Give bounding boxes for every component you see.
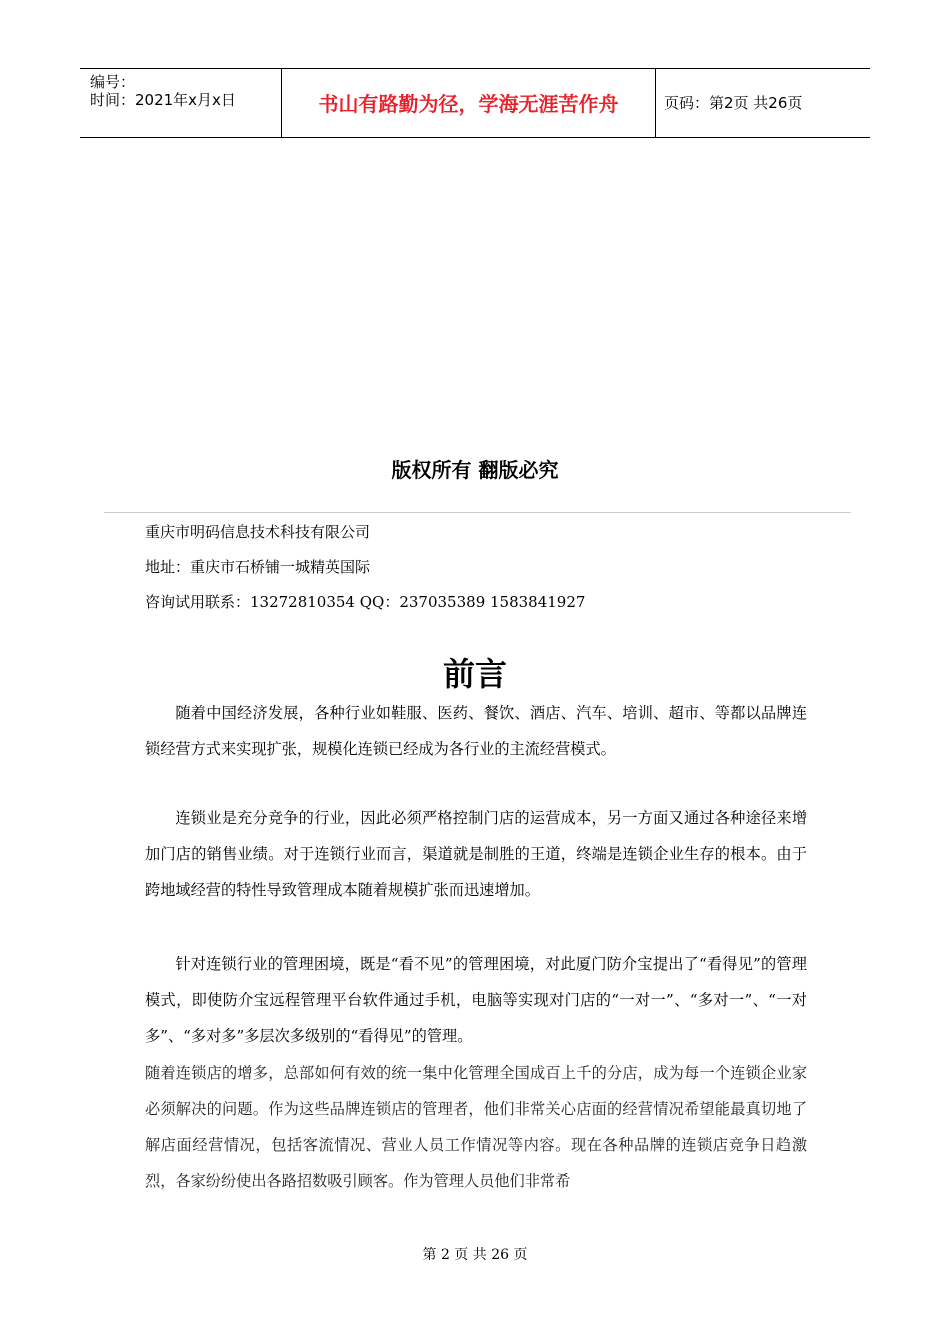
header-time-label: 时间：2021年x月x日 — [90, 91, 236, 109]
company-name: 重庆市明码信息技术科技有限公司 — [145, 523, 371, 541]
header-motto: 书山有路勤为径，学海无涯苦作舟 — [318, 92, 619, 116]
preface-paragraph-3-block — [145, 946, 807, 1199]
header-page-info: 页码：第2页 共26页 — [664, 94, 803, 112]
preface-paragraph-2: 连锁业是充分竞争的行业，因此必须严格控制门店的运营成本，另一方面又通过各种途径来增加门店的销售业绩。对于连锁行业而言，渠道就是制胜的王道，终端是连锁企业生存的根本。由于跨地域经营的特性导致管理成本随着规模扩张而迅速增加。 — [145, 809, 807, 900]
page-header — [80, 68, 870, 138]
copyright-notice: 版权所有 翻版必究 — [391, 458, 559, 482]
page-footer: 第 2 页 共 26 页 — [422, 1247, 528, 1263]
preface-paragraph-1: 随着中国经济发展，各种行业如鞋服、医药、餐饮、酒店、汽车、培训、超市、等都以品牌连锁经营方式来实现扩张，规模化连锁已经成为各行业的主流经营模式。 — [145, 704, 807, 759]
header-meta-cell — [80, 69, 282, 137]
company-contact: 咨询试用联系：13272810354 QQ：237035389 1583841927 — [145, 593, 586, 611]
preface-paragraph-3: 针对连锁行业的管理困境，既是“看不见”的管理困境，对此厦门防介宝提出了“看得见”的管理模式，即使防介宝远程管理平台软件通过手机，电脑等实现对门店的“一对一”、“多对一”、“一对多”、“多对多”多层次多级别的“看得见”的管理。 — [145, 955, 807, 1046]
company-address: 地址：重庆市石桥铺一城精英国际 — [145, 558, 371, 576]
preface-paragraph-2-block — [145, 800, 807, 909]
preface-paragraph-4: 随着连锁店的增多，总部如何有效的统一集中化管理全国成百上千的分店，成为每一个连锁企业家必须解决的问题。作为这些品牌连锁店的管理者，他们非常关心店面的经营情况希望能最真切地了解店面经营情况，包括客流情况、营业人员工作情况等内容。现在各种品牌的连锁店竞争日趋激烈，各家纷纷使出各路招数吸引顾客。作为管理人员他们非常希 — [145, 1063, 807, 1191]
header-number-label: 编号： — [90, 73, 136, 91]
header-motto-cell — [282, 69, 656, 137]
preface-paragraph-1-block — [145, 695, 807, 767]
divider-line — [104, 512, 851, 513]
preface-title: 前言 — [442, 655, 507, 693]
